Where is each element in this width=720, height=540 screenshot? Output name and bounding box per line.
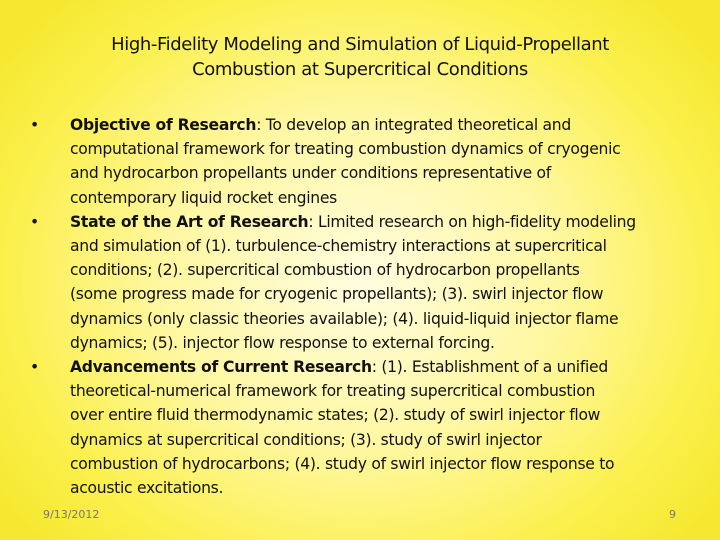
bullet-line: computational framework for treating combustion dynamics of cryogenic [70,140,621,159]
bullet-marker: • [30,358,39,377]
bullet-heading: Objective of Research [70,116,257,134]
bullet-list [30,113,674,500]
bullet-text: : To develop an integrated theoretical and [256,116,571,134]
bullet-line: over entire fluid thermodynamic states; (2). study of swirl injector flow [70,406,601,425]
bullet-text: : (1). Establishment of a unified [371,358,608,377]
bullet-line: (some progress made for cryogenic propellants); (3). swirl injector flow [70,285,604,304]
bullet-line [70,113,674,137]
bullet-line: combustion of hydrocarbons; (4). study of swirl injector flow response to [70,454,615,473]
bullet-heading: State of the Art of Research [70,212,309,231]
bullet-line [70,210,674,234]
bullet-marker: • [30,116,39,134]
bullet-line: and simulation of (1). turbulence-chemistry interactions at supercritical [70,237,607,256]
slide-number: 9 [669,508,676,521]
bullet-text: : Limited research on high-fidelity modeling [308,212,636,231]
bullet-advancements [30,355,674,500]
bullet-state-of-art [30,210,674,355]
bullet-line: dynamics; (5). injector flow response to external forcing. [70,333,495,352]
slide-title [40,32,680,82]
bullet-line: theoretical-numerical framework for treating supercritical combustion [70,382,596,401]
bullet-line [70,355,674,379]
bullet-line: dynamics at supercritical conditions; (3). study of swirl injector [70,430,542,449]
bullet-marker: • [30,212,39,231]
bullet-line: dynamics (only classic theories available); (4). liquid-liquid injector flame [70,309,619,328]
bullet-objective [30,113,674,210]
title-line-1: High-Fidelity Modeling and Simulation of Liquid-Propellant [111,34,609,55]
bullet-line: contemporary liquid rocket engines [70,188,337,207]
bullet-line: acoustic excitations. [70,479,224,498]
bullet-line: conditions; (2). supercritical combustion of hydrocarbon propellants [70,261,580,280]
bullet-line: and hydrocarbon propellants under conditions representative of [70,164,551,183]
title-line-2: Combustion at Supercritical Conditions [192,59,528,80]
bullet-heading: Advancements of Current Research [70,358,372,377]
footer-date: 9/13/2012 [43,508,100,521]
